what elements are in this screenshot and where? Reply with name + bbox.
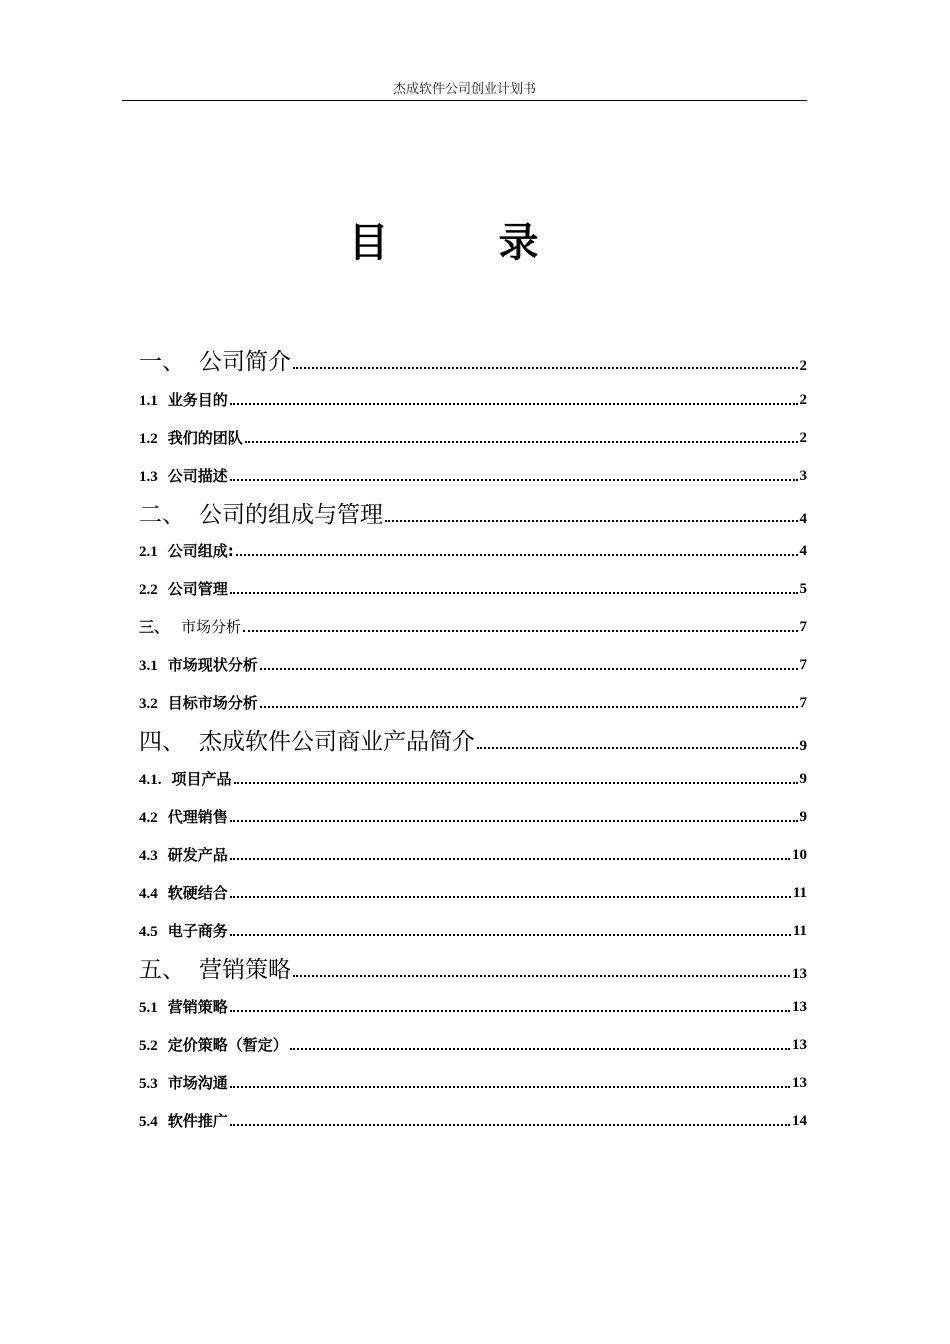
toc-entry-page: 4 [799,543,807,559]
toc-entry[interactable] [139,388,807,410]
dot-leader [243,630,797,632]
toc-entry-number: 3.1 [139,658,158,674]
toc-list [139,0,807,1344]
toc-entry[interactable] [139,843,807,865]
dot-leader [230,1086,790,1088]
toc-entry-page: 9 [799,771,807,787]
toc-entry-number: 4.2 [139,810,158,826]
toc-entry[interactable] [139,577,807,599]
toc-entry-page: 2 [799,430,807,446]
toc-entry-label: 代理销售 [167,808,228,826]
toc-entry[interactable] [139,464,807,486]
toc-entry-page: 13 [792,966,807,982]
toc-entry-number: 2.2 [139,582,158,598]
toc-entry[interactable] [139,615,807,637]
toc-entry-number: 2.1 [139,544,158,560]
toc-entry-page: 14 [792,1113,807,1129]
dot-leader [230,858,790,860]
toc-entry-label: 研发产品 [167,846,228,864]
dot-leader [230,896,791,898]
dot-leader [230,1124,790,1126]
toc-entry[interactable] [139,1033,807,1055]
dot-leader [477,747,798,749]
toc-entry-label: 市场分析 [181,618,242,636]
toc-entry-label: 目标市场分析 [167,694,258,712]
dot-leader [236,554,798,556]
toc-entry-number: 一、 [139,349,185,375]
dot-leader [234,782,798,784]
toc-entry-label: 公司简介 [199,349,291,375]
dot-leader [230,1010,790,1012]
toc-entry-number: 1.3 [139,469,158,485]
toc-entry-page: 2 [799,392,807,408]
toc-entry-label: 软件推广 [167,1112,228,1130]
toc-entry-number: 三、 [139,618,170,636]
toc-entry-number: 二、 [139,502,185,528]
toc-entry[interactable] [139,346,807,376]
toc-entry-label: 公司组成: [167,542,234,560]
toc-entry[interactable] [139,691,807,713]
toc-title: 目 录 [348,220,587,266]
toc-entry-number: 4.3 [139,848,158,864]
toc-entry[interactable] [139,954,807,984]
toc-entry[interactable] [139,539,807,561]
toc-entry-page: 9 [799,809,807,825]
toc-entry[interactable] [139,805,807,827]
toc-entry-label: 杰成软件公司商业产品简介 [199,729,475,755]
toc-entry-label: 公司描述 [167,467,228,485]
dot-leader [230,403,798,405]
running-header: 杰成软件公司创业计划书 [122,80,807,101]
toc-entry-number: 3.2 [139,696,158,712]
toc-entry-page: 9 [799,738,807,754]
toc-entry-number: 五、 [139,957,185,983]
toc-entry-label: 项目产品 [171,770,232,788]
toc-entry-number: 四、 [139,729,185,755]
toc-entry-number: 4.1. [139,772,162,788]
toc-entry[interactable] [139,726,807,756]
toc-entry-page: 7 [799,695,807,711]
dot-leader [293,367,798,369]
dot-leader [230,592,798,594]
toc-entry-number: 4.4 [139,886,158,902]
toc-entry-number: 5.3 [139,1076,158,1092]
dot-leader [230,479,798,481]
toc-entry[interactable] [139,995,807,1017]
dot-leader [230,820,798,822]
toc-entry-label: 业务目的 [167,391,228,409]
toc-entry[interactable] [139,919,807,941]
toc-entry[interactable] [139,426,807,448]
toc-entry-number: 5.1 [139,1000,158,1016]
toc-entry-page: 10 [792,847,807,863]
toc-entry-number: 4.5 [139,924,158,940]
toc-entry[interactable] [139,499,807,529]
toc-entry-label: 电子商务 [167,922,228,940]
toc-entry-page: 2 [799,358,807,374]
dot-leader [245,441,798,443]
dot-leader [230,934,791,936]
toc-entry-page: 4 [799,511,807,527]
toc-entry-label: 公司的组成与管理 [199,502,383,528]
dot-leader [385,520,798,522]
toc-entry[interactable] [139,881,807,903]
toc-entry-page: 3 [799,468,807,484]
toc-entry-page: 13 [792,999,807,1015]
toc-entry-number: 1.1 [139,393,158,409]
dot-leader [260,706,798,708]
toc-entry-label: 市场沟通 [167,1074,228,1092]
toc-entry-number: 1.2 [139,431,158,447]
toc-entry-page: 11 [792,885,807,901]
toc-entry-label: 公司管理 [167,580,228,598]
toc-entry-label: 营销策略 [167,998,228,1016]
toc-entry-label: 定价策略（暂定） [167,1036,288,1054]
toc-entry-page: 13 [792,1037,807,1053]
toc-entry-page: 13 [792,1075,807,1091]
toc-entry[interactable] [139,1109,807,1131]
toc-entry-page: 11 [792,923,807,939]
toc-entry-label: 软硬结合 [167,884,228,902]
toc-entry[interactable] [139,767,807,789]
toc-entry-page: 5 [799,581,807,597]
toc-entry-label: 市场现状分析 [167,656,258,674]
toc-entry[interactable] [139,1071,807,1093]
dot-leader [293,975,790,977]
toc-entry-number: 5.4 [139,1114,158,1130]
toc-entry-page: 7 [799,657,807,673]
toc-entry-number: 5.2 [139,1038,158,1054]
toc-entry-label: 营销策略 [199,957,291,983]
toc-entry-label: 我们的团队 [167,429,243,447]
dot-leader [290,1048,790,1050]
toc-entry[interactable] [139,653,807,675]
toc-entry-page: 7 [799,619,807,635]
dot-leader [260,668,798,670]
